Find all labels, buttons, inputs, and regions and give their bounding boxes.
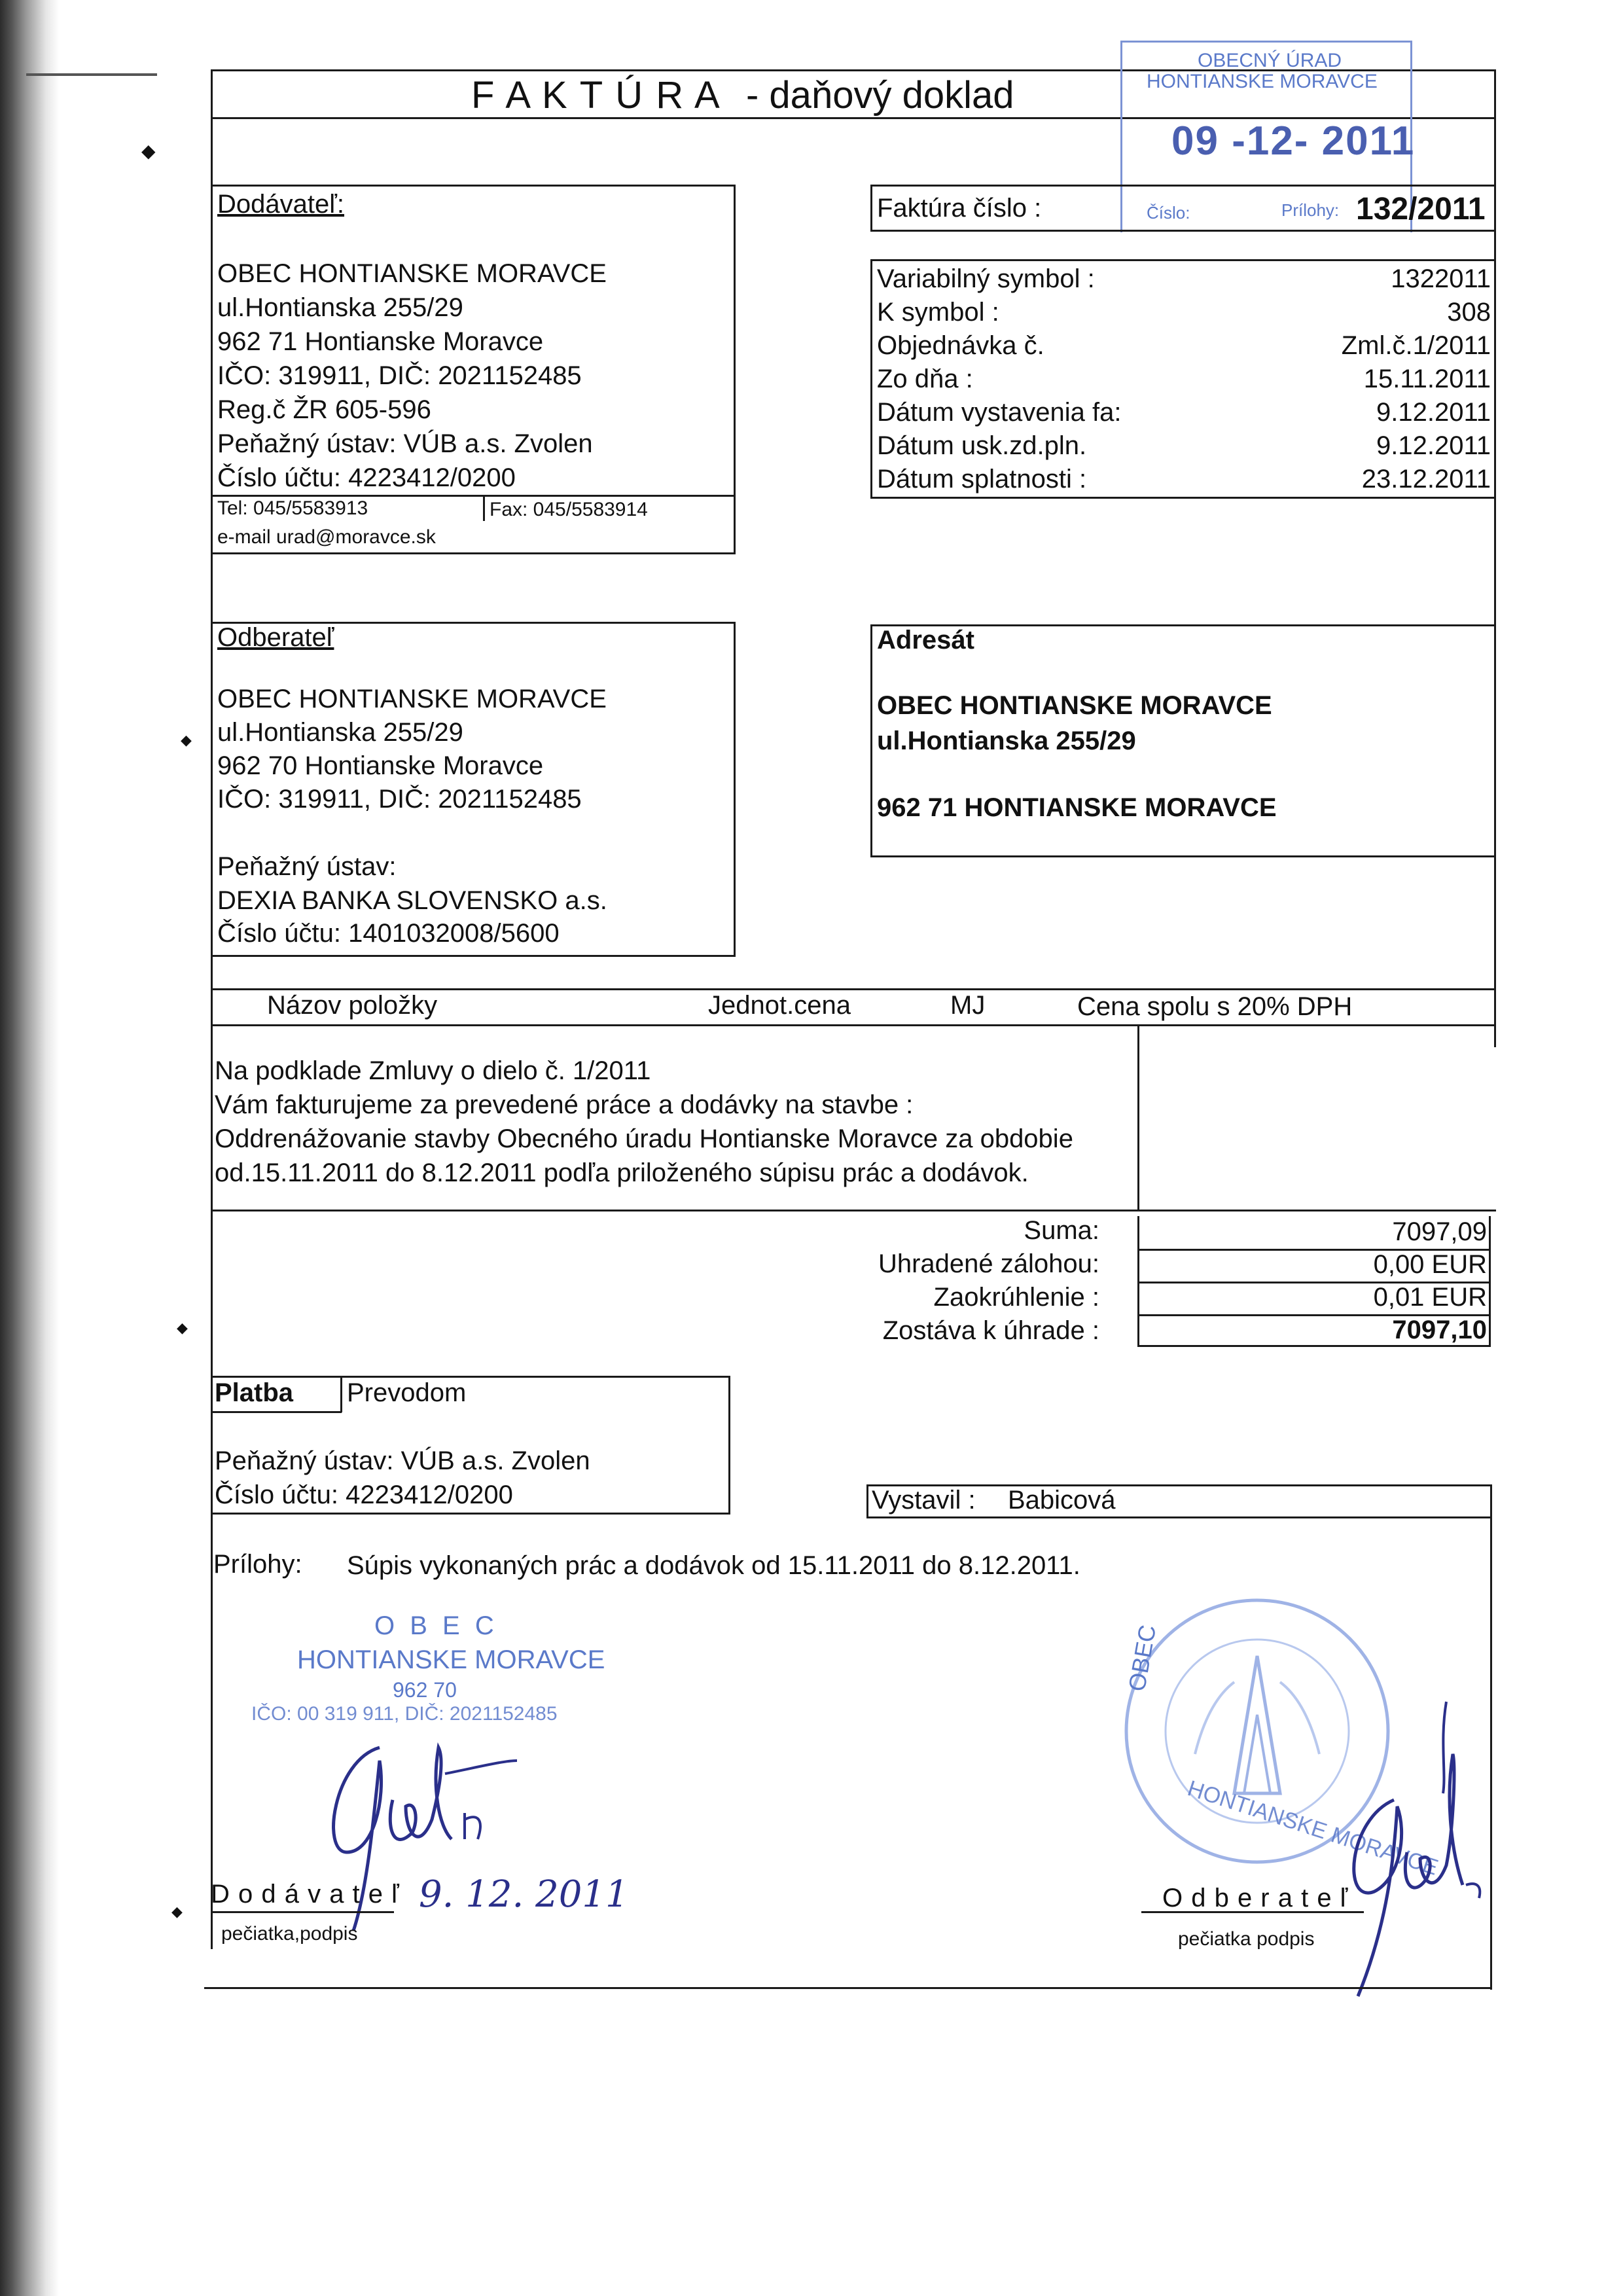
item-description-line: Vám fakturujeme za prevedené práce a dodávky na stavbe : <box>215 1090 914 1119</box>
detail-row <box>877 398 1491 431</box>
signature-stroke <box>445 1761 517 1774</box>
detail-row <box>877 365 1491 398</box>
issued-by-name: Babicová <box>1008 1486 1116 1515</box>
payment-divider-h <box>211 1411 342 1413</box>
item-description-line: Oddrenážovanie stavby Obecného úradu Hontianske Moravce za obdobie <box>215 1124 1073 1153</box>
tel-fax-divider <box>483 495 485 521</box>
receipt-stamp-cislo-label: Číslo: <box>1147 203 1190 223</box>
items-body-bottom <box>211 1210 1496 1211</box>
signature-stroke <box>465 1813 480 1839</box>
customer-sign-sub: pečiatka podpis <box>1178 1928 1315 1950</box>
detail-label: Variabilný symbol : <box>877 264 1095 293</box>
round-stamp-emblem-inner <box>1244 1715 1270 1793</box>
addressee-line3: 962 71 HONTIANSKE MORAVCE <box>877 793 1277 822</box>
supplier-sign-label: D o d á v a t e ľ <box>211 1880 400 1909</box>
detail-row <box>877 331 1491 365</box>
supplier-stamp-line1: O B E C <box>374 1611 498 1640</box>
customer-account: Číslo účtu: 1401032008/5600 <box>217 919 560 948</box>
supplier-line: IČO: 319911, DIČ: 2021152485 <box>217 361 582 390</box>
detail-row <box>877 298 1491 331</box>
round-stamp-bottom-text: HONTIANSKE MORAVCE <box>1185 1776 1442 1880</box>
addressee-heading: Adresát <box>877 626 974 655</box>
customer-bank-name: DEXIA BANKA SLOVENSKO a.s. <box>217 886 607 915</box>
invoice-number: 132/2011 <box>1356 192 1486 226</box>
supplier-heading: Dodávateľ: <box>217 190 345 219</box>
supplier-line: Číslo účtu: 4223412/0200 <box>217 463 516 492</box>
totals-left <box>211 1210 213 1373</box>
invoice-subtitle: - daňový doklad <box>746 74 1014 117</box>
supplier-line: Reg.č ŽR 605-596 <box>217 395 431 424</box>
total-due-value: 7097,10 <box>1392 1316 1487 1344</box>
customer-bank-label: Peňažný ústav: <box>217 852 397 881</box>
customer-line: ul.Hontianska 255/29 <box>217 718 463 747</box>
margin-dot-icon: ◆ <box>181 732 192 748</box>
invoice-title: F A K T Ú R A <box>471 74 721 117</box>
signature-stroke <box>1354 1800 1402 1996</box>
totals-values <box>1141 1217 1487 1348</box>
detail-row <box>877 264 1491 298</box>
supplier-line: Peňažný ústav: VÚB a.s. Zvolen <box>217 429 593 458</box>
supplier-stamp-line4: IČO: 00 319 911, DIČ: 2021152485 <box>251 1703 558 1725</box>
detail-value: 308 <box>1447 298 1491 327</box>
signature-stroke <box>390 1748 452 1839</box>
supplier-tel: Tel: 045/5583913 <box>217 497 368 519</box>
addressee-line1: OBEC HONTIANSKE MORAVCE <box>877 691 1272 720</box>
signature-stroke <box>1466 1884 1480 1898</box>
detail-label: K symbol : <box>877 298 999 327</box>
supplier-sign-sub: pečiatka,podpis <box>221 1923 358 1945</box>
customer-line: IČO: 319911, DIČ: 2021152485 <box>217 785 582 814</box>
invoice-details <box>877 264 1491 498</box>
customer-lines <box>217 685 607 818</box>
total-label: Zostáva k úhrade : <box>882 1316 1099 1345</box>
signature-stroke <box>1443 1702 1446 1793</box>
supplier-sign-line <box>211 1911 394 1913</box>
payment-divider-v <box>340 1376 342 1412</box>
payment-account: Číslo účtu: 4223412/0200 <box>215 1480 513 1509</box>
total-value: 0,01 EUR <box>1373 1283 1487 1312</box>
total-label: Zaokrúhlenie : <box>933 1283 1099 1312</box>
detail-label: Zo dňa : <box>877 365 973 393</box>
attachments-label: Prílohy: <box>213 1550 302 1579</box>
supplier-line: 962 71 Hontianske Moravce <box>217 327 544 356</box>
payment-bank: Peňažný ústav: VÚB a.s. Zvolen <box>215 1446 590 1475</box>
items-header-bottom <box>211 1024 1496 1026</box>
detail-value: 9.12.2011 <box>1376 431 1491 460</box>
supplier-sign-date: 9. 12. 2011 <box>419 1873 629 1916</box>
items-header-top <box>211 988 1496 990</box>
margin-dot-icon: ◆ <box>141 141 156 161</box>
margin-dot-icon: ◆ <box>177 1319 188 1336</box>
margin-dot-icon: ◆ <box>171 1903 183 1920</box>
receipt-stamp-office: OBECNÝ ÚRAD <box>1198 50 1342 71</box>
customer-line: 962 70 Hontianske Moravce <box>217 751 544 780</box>
detail-label: Dátum vystavenia fa: <box>877 398 1122 427</box>
round-stamp-branch-left <box>1195 1682 1234 1754</box>
items-col-unit-price: Jednot.cena <box>708 991 851 1020</box>
items-col-unit: MJ <box>950 991 986 1020</box>
detail-value: 15.11.2011 <box>1363 365 1491 393</box>
attachments-text: Súpis vykonaných prác a dodávok od 15.11.2011 do 8.12.2011. <box>347 1551 1080 1580</box>
customer-sign-label: O d b e r a t e ľ <box>1162 1884 1349 1912</box>
item-description-line: Na podklade Zmluvy o dielo č. 1/2011 <box>215 1056 651 1085</box>
detail-row <box>877 465 1491 498</box>
scan-mark <box>26 73 157 76</box>
payment-label: Platba <box>215 1378 294 1407</box>
receipt-stamp-prilohy-label: Prílohy: <box>1281 200 1340 220</box>
item-description <box>215 1056 1073 1193</box>
round-stamp-left-text: OBEC <box>1123 1623 1162 1694</box>
supplier-stamp-line3: 962 70 <box>393 1678 457 1702</box>
detail-row <box>877 431 1491 465</box>
supplier-stamp-line2: HONTIANSKE MORAVCE <box>297 1645 605 1674</box>
detail-label: Objednávka č. <box>877 331 1044 360</box>
customer-signature <box>1335 1689 1492 2003</box>
round-stamp-emblem <box>1234 1656 1280 1793</box>
payment-method: Prevodom <box>347 1378 467 1407</box>
totals-labels <box>720 1216 1099 1350</box>
detail-value: 23.12.2011 <box>1361 465 1491 493</box>
total-label: Suma: <box>1024 1216 1099 1245</box>
receipt-stamp-municipality: HONTIANSKE MORAVCE <box>1147 71 1378 92</box>
supplier-line: OBEC HONTIANSKE MORAVCE <box>217 259 607 288</box>
item-description-line: od.15.11.2011 do 8.12.2011 podľa priloženého súpisu prác a dodávok. <box>215 1158 1029 1187</box>
round-stamp-branch-right <box>1280 1682 1319 1754</box>
supplier-email: e-mail urad@moravce.sk <box>217 526 436 548</box>
supplier-lines <box>217 259 607 497</box>
detail-value: 9.12.2011 <box>1376 398 1491 427</box>
total-label: Uhradené zálohou: <box>878 1249 1099 1278</box>
items-col-name: Názov položky <box>267 991 438 1020</box>
supplier-contact-divider <box>211 495 736 497</box>
signature-stroke <box>1405 1754 1463 1888</box>
items-body-divider <box>1137 1024 1139 1211</box>
total-value: 7097,09 <box>1392 1217 1487 1246</box>
customer-line: OBEC HONTIANSKE MORAVCE <box>217 685 607 713</box>
customer-heading: Odberateľ <box>217 623 334 652</box>
items-col-total: Cena spolu s 20% DPH <box>1077 992 1353 1021</box>
scan-edge <box>0 0 59 2296</box>
issued-by-label: Vystavil : <box>872 1486 976 1515</box>
detail-label: Dátum splatnosti : <box>877 465 1087 493</box>
receipt-stamp-date: 09 -12- 2011 <box>1171 118 1416 164</box>
total-value: 0,00 EUR <box>1373 1250 1487 1279</box>
items-header-left <box>211 988 213 1028</box>
supplier-line: ul.Hontianska 255/29 <box>217 293 463 322</box>
invoice-number-label: Faktúra číslo : <box>877 194 1042 223</box>
detail-value: Zml.č.1/2011 <box>1341 331 1491 360</box>
detail-value: 1322011 <box>1391 264 1491 293</box>
detail-label: Dátum usk.zd.pln. <box>877 431 1087 460</box>
items-body-left <box>211 1024 213 1211</box>
frame-right <box>1494 118 1496 1047</box>
bottom-rule <box>204 1987 1492 1989</box>
supplier-fax: Fax: 045/5583914 <box>490 499 648 520</box>
addressee-line2: ul.Hontianska 255/29 <box>877 726 1136 755</box>
